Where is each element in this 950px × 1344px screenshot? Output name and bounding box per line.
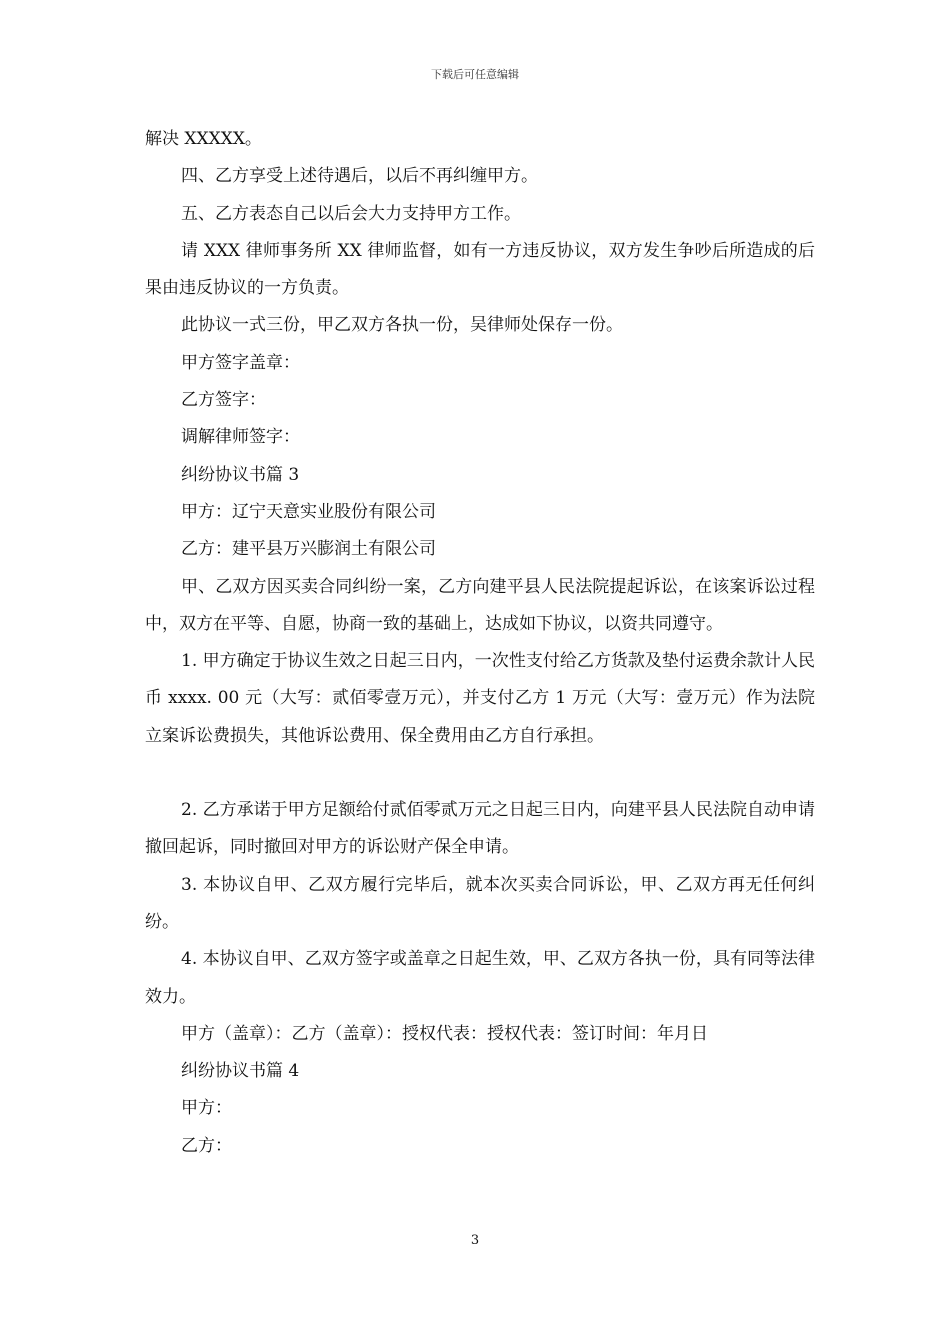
party-a: 甲方：	[181, 1098, 232, 1119]
page-number: 3	[470, 1233, 480, 1248]
section-title: 纠纷协议书篇 4	[181, 1061, 300, 1082]
signature-line: 甲方签字盖章：	[181, 352, 300, 373]
party-b: 乙方：	[181, 1135, 232, 1156]
paragraph: 解决 XXXXX。	[145, 129, 262, 149]
section-title: 纠纷协议书篇 3	[181, 464, 300, 485]
blank-line	[145, 755, 815, 792]
signature-line: 调解律师签字：	[181, 427, 300, 448]
clause: 4. 本协议自甲、乙双方签字或盖章之日起生效，甲、乙双方各执一份，具有同等法律效力。	[145, 949, 815, 1007]
party-b: 乙方：建平县万兴膨润土有限公司	[181, 539, 436, 560]
paragraph: 甲、乙双方因买卖合同纠纷一案，乙方向建平县人民法院提起诉讼，在该案诉讼过程中，双方在平等、自愿，协商一致的基础上，达成如下协议，以资共同遵守。	[145, 576, 815, 634]
signature-line: 甲方（盖章）：乙方（盖章）：授权代表：授权代表：签订时间：年月日	[181, 1023, 708, 1044]
clause: 3. 本协议自甲、乙双方履行完毕后，就本次买卖合同诉讼，甲、乙双方再无任何纠纷。	[145, 874, 815, 932]
party-a: 甲方：辽宁天意实业股份有限公司	[181, 501, 436, 522]
signature-line: 乙方签字：	[181, 390, 266, 411]
paragraph: 四、乙方享受上述待遇后，以后不再纠缠甲方。	[181, 166, 538, 187]
page-header: 下载后可任意编辑	[431, 68, 519, 81]
clause: 1. 甲方确定于协议生效之日起三日内，一次性支付给乙方货款及垫付运费余款计人民币 xxxx. 00 元（大写：贰佰零壹万元），并支付乙方 1 万元（大写：壹万元）作为法院立案诉讼费损失，其他诉讼费用、保全费用由乙方自行承担。	[145, 651, 815, 746]
clause: 2. 乙方承诺于甲方足额给付贰佰零贰万元之日起三日内，向建平县人民法院自动申请撤回起诉，同时撤回对甲方的诉讼财产保全申请。	[145, 800, 815, 858]
paragraph: 五、乙方表态自己以后会大力支持甲方工作。	[181, 203, 521, 224]
document-body	[145, 121, 815, 1165]
paragraph: 请 XXX 律师事务所 XX 律师监督，如有一方违反协议，双方发生争吵后所造成的后果由违反协议的一方负责。	[145, 240, 815, 299]
paragraph: 此协议一式三份，甲乙双方各执一份，吴律师处保存一份。	[181, 315, 623, 336]
